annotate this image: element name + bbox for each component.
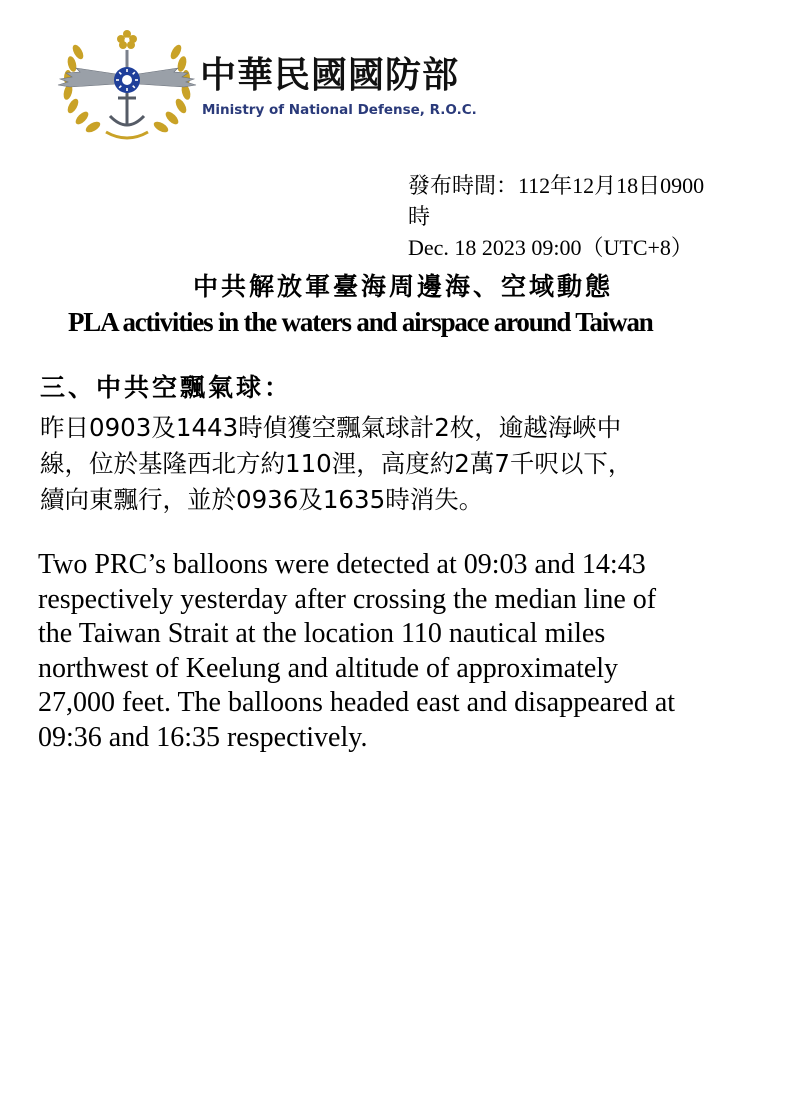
release-time	[408, 170, 768, 263]
paragraph-en-line: 09:36 and 16:35 respectively.	[38, 721, 368, 753]
paragraph-en-line: respectively yesterday after crossing the median line of	[38, 583, 657, 615]
release-time-zh-cont: 時	[408, 204, 431, 229]
ministry-name-zh: 中華民國國防部	[200, 55, 460, 96]
ministry-name-en: Ministry of National Defense, R.O.C.	[202, 102, 477, 118]
paragraph-en	[38, 548, 778, 755]
page-title-zh: 中共解放軍臺海周邊海、空域動態	[192, 272, 613, 301]
paragraph-en-line: northwest of Keelung and altitude of approximately	[38, 652, 619, 684]
paragraph-en-line: the Taiwan Strait at the location 110 nautical miles	[38, 618, 606, 649]
paragraph-zh-line: 昨日0903及1443時偵獲空飄氣球計2枚，逾越海峽中	[40, 413, 622, 442]
paragraph-zh	[40, 410, 780, 518]
page-title-en: PLA activities in the waters and airspace around Taiwan	[68, 307, 653, 337]
paragraph-en-line: 27,000 feet. The balloons headed east and disappeared at	[38, 687, 676, 718]
section-heading: 三、中共空飄氣球：	[40, 373, 293, 402]
national-defense-emblem-icon	[56, 28, 198, 144]
paragraph-zh-line: 續向東飄行，並於0936及1635時消失。	[40, 485, 484, 514]
release-time-en: Dec. 18 2023 09:00（UTC+8）	[408, 235, 693, 260]
release-time-zh: 發布時間：112年12月18日0900	[408, 173, 705, 198]
paragraph-zh-line: 線，位於基隆西北方約110浬，高度約2萬7千呎以下，	[40, 449, 633, 478]
paragraph-en-line: Two PRC’s balloons were detected at 09:03 and 14:43	[38, 549, 646, 580]
